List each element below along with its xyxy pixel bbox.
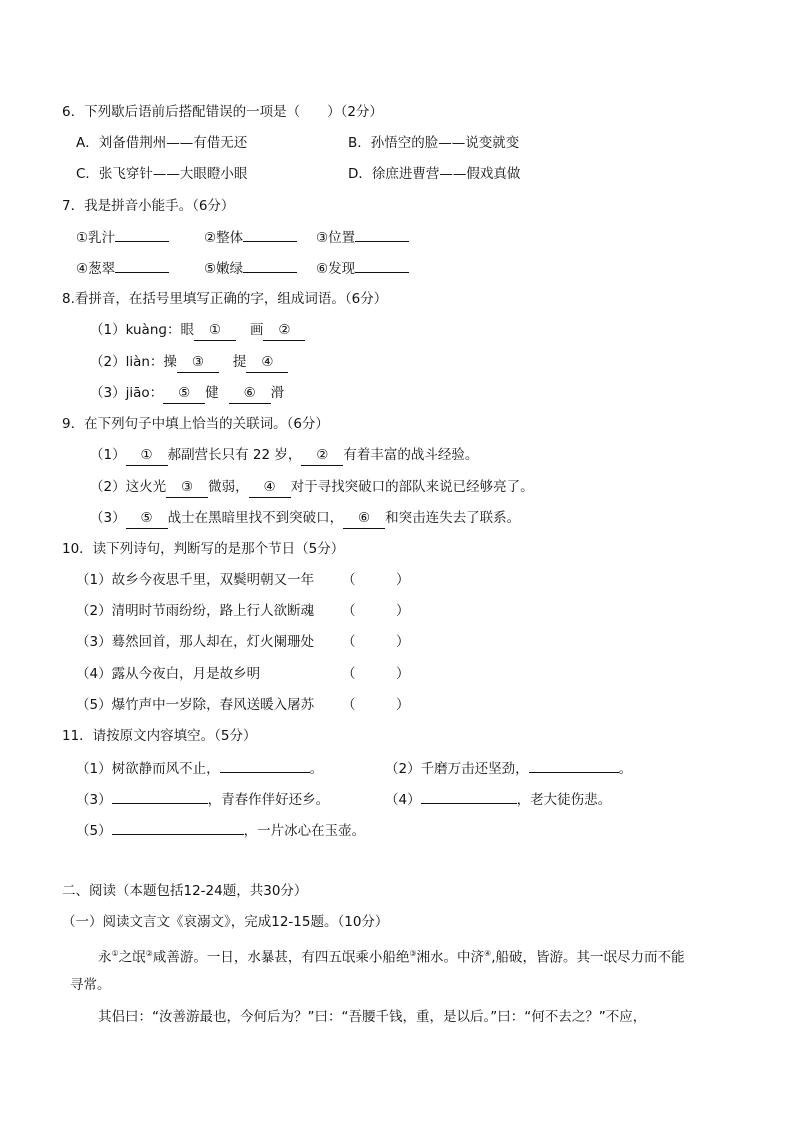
fill-marker: ③ xyxy=(177,352,219,373)
q7-title: 7．我是拼音小能手。（6分） xyxy=(62,198,235,214)
q10-item: （1）故乡今夜思千里，双鬓明朝又一年 xyxy=(76,572,315,588)
q11-text: （3） xyxy=(76,792,112,808)
q7-item-label: ⑥发现 xyxy=(316,261,356,277)
passage-text: 永 xyxy=(98,949,112,966)
q8-row-mid: 画 xyxy=(249,322,264,338)
answer-blank xyxy=(529,758,619,773)
q8-row-3 xyxy=(90,383,284,404)
answer-blank xyxy=(355,258,409,273)
q11-row-2b xyxy=(385,789,611,810)
q10-item: （4）露从今夜白，月是故乡明 xyxy=(76,666,261,682)
fill-marker: ⑥ xyxy=(229,383,271,404)
q10-answer-paren: （ ） xyxy=(342,634,410,650)
q9-row-text: 战士在黑暗里找不到突破口， xyxy=(167,510,344,526)
q6-option-a: A．刘备借荆州——有借无还 xyxy=(76,135,248,151)
answer-blank xyxy=(112,789,208,804)
q8-row-2 xyxy=(90,352,288,373)
q7-item-label: ④葱翠 xyxy=(76,261,116,277)
answer-blank xyxy=(112,820,244,835)
fill-marker: ② xyxy=(301,445,343,466)
fill-marker: ① xyxy=(194,320,236,341)
q7-item-label: ⑤嫩绿 xyxy=(204,261,244,277)
q8-row-mid: 健 xyxy=(205,385,219,401)
q7-item xyxy=(204,227,297,248)
q11-row-1a xyxy=(76,758,323,779)
answer-blank xyxy=(243,258,297,273)
q10-item: （3）蓦然回首，那人却在，灯火阑珊处 xyxy=(76,634,315,650)
q7-item-label: ②整体 xyxy=(204,230,244,246)
q6-option-c: C．张飞穿针——大眼瞪小眼 xyxy=(76,166,248,182)
q8-row-prefix: （3）jiāo： xyxy=(90,385,164,401)
passage-paragraph-1 xyxy=(98,944,684,968)
q9-row-prefix: （2）这火光 xyxy=(90,479,167,495)
q9-row-prefix: （3） xyxy=(90,510,126,526)
q11-text: （2）千磨万击还坚劲， xyxy=(385,761,529,777)
footnote-mark: ② xyxy=(145,949,153,958)
q9-row-2 xyxy=(90,477,534,498)
q8-row-prefix: （1）kuànɡ：眼 xyxy=(90,322,194,338)
q11-title: 11．请按原文内容填空。（5分） xyxy=(62,728,257,744)
answer-blank xyxy=(421,789,517,804)
fill-marker: ⑤ xyxy=(163,383,205,404)
fill-marker: ⑥ xyxy=(343,508,385,529)
answer-blank xyxy=(243,227,297,242)
q10-answer-paren: （ ） xyxy=(342,697,410,713)
q7-item xyxy=(204,258,297,279)
q9-title: 9．在下列句子中填上恰当的关联词。（6分） xyxy=(62,416,329,432)
fill-marker: ① xyxy=(126,445,168,466)
q6-option-d: D．徐庶进曹营——假戏真做 xyxy=(348,166,521,182)
fill-marker: ④ xyxy=(249,477,291,498)
q11-text: ，老大徒伤悲。 xyxy=(516,792,612,808)
q7-item xyxy=(76,227,169,248)
q11-row-3 xyxy=(76,820,365,841)
q8-row-suffix: 滑 xyxy=(270,385,285,401)
q11-text: （5） xyxy=(76,823,112,839)
q6-option-b: B．孙悟空的脸——说变就变 xyxy=(348,135,520,151)
q10-answer-paren: （ ） xyxy=(342,603,410,619)
q9-row-text: 微弱， xyxy=(208,479,249,495)
q11-text: ，青春作伴好还乡。 xyxy=(207,792,330,808)
q11-text: 。 xyxy=(309,761,324,777)
q11-row-1b xyxy=(385,758,632,779)
q9-row-text: 有着丰富的战斗经验。 xyxy=(343,447,479,463)
answer-blank xyxy=(115,227,169,242)
footnote-mark: ① xyxy=(111,949,119,958)
q11-text: 。 xyxy=(618,761,633,777)
q9-row-text: 郝副营长只有 22 岁， xyxy=(167,447,302,463)
fill-marker: ② xyxy=(263,320,305,341)
q10-item: （5）爆竹声中一岁除，春风送暖入屠苏 xyxy=(76,697,315,713)
q7-item xyxy=(316,258,409,279)
answer-blank xyxy=(355,227,409,242)
q7-item xyxy=(316,227,409,248)
q10-answer-paren: （ ） xyxy=(342,666,410,682)
q10-answer-paren: （ ） xyxy=(342,572,410,588)
q7-item xyxy=(76,258,169,279)
q9-row-3 xyxy=(90,508,520,529)
fill-marker: ③ xyxy=(166,477,208,498)
q7-item-label: ③位置 xyxy=(316,230,356,246)
section-subheading: （一）阅读文言文《哀溺文》，完成12-15题。（10分） xyxy=(62,914,389,930)
section-heading: 二、阅读（本题包括12-24题，共30分） xyxy=(62,883,308,899)
q9-row-1 xyxy=(90,445,478,466)
passage-text: ,船破，皆游。其一氓尽力而不能 xyxy=(491,949,685,966)
footnote-mark: ③ xyxy=(409,949,417,958)
q6-title: 6．下列歇后语前后搭配错误的一项是（ ）（2分） xyxy=(62,104,383,120)
footnote-mark: ④ xyxy=(484,949,492,958)
q10-title: 10．读下列诗句，判断写的是那个节日（5分） xyxy=(62,541,345,557)
q11-text: ，一片冰心在玉壶。 xyxy=(243,823,366,839)
fill-marker: ④ xyxy=(246,352,288,373)
q9-row-prefix: （1） xyxy=(90,447,126,463)
passage-paragraph-2: 其侣曰：“汝善游最也，今何后为？”曰：“吾腰千钱，重，是以后。”曰：“何不去之？”不应， xyxy=(98,1009,647,1025)
q8-row-prefix: （2）liàn：操 xyxy=(90,354,177,370)
passage-text: 湘水。中济 xyxy=(416,949,485,966)
q11-row-2a xyxy=(76,789,329,810)
answer-blank xyxy=(115,258,169,273)
q9-row-text: 对于寻找突破口的部队来说已经够亮了。 xyxy=(290,479,534,495)
fill-marker: ⑤ xyxy=(126,508,168,529)
q11-text: （1）树欲静而风不止， xyxy=(76,761,220,777)
q8-title: 8.看拼音，在括号里填写正确的字，组成词语。（6分） xyxy=(62,291,388,307)
q7-item-label: ①乳汁 xyxy=(76,230,116,246)
q8-row-mid: 提 xyxy=(232,354,247,370)
passage-text: 之氓 xyxy=(118,949,146,966)
q9-row-text: 和突击连失去了联系。 xyxy=(385,510,521,526)
q8-row-1 xyxy=(90,320,305,341)
passage-line: 寻常。 xyxy=(70,977,111,993)
q11-text: （4） xyxy=(385,792,421,808)
answer-blank xyxy=(220,758,310,773)
passage-text: 咸善游。一日，水暴甚，有四五氓乘小船绝 xyxy=(152,949,410,966)
q10-item: （2）清明时节雨纷纷，路上行人欲断魂 xyxy=(76,603,315,619)
